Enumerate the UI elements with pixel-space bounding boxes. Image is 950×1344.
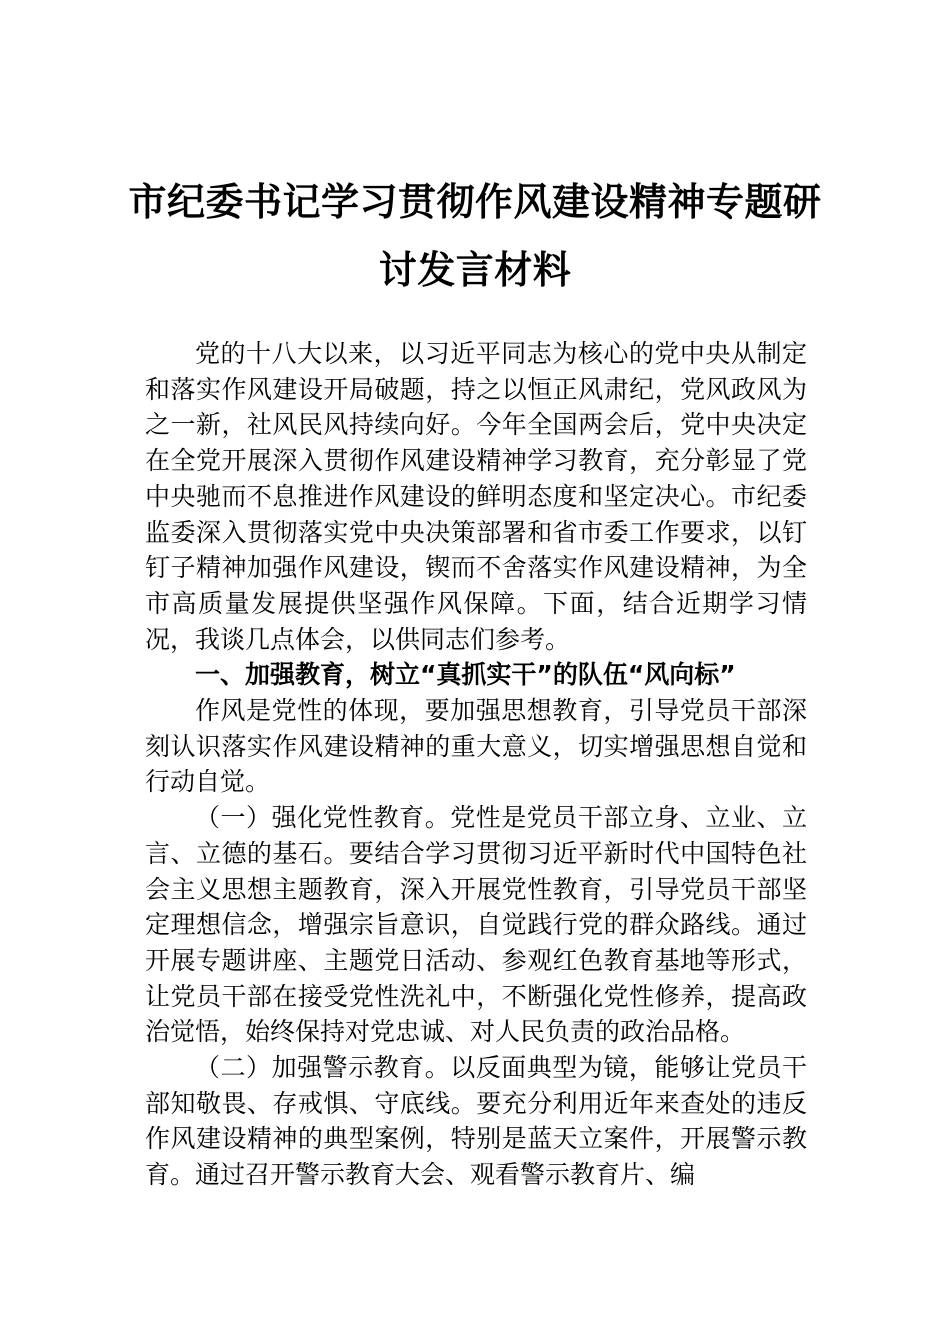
section-heading-1: 一、加强教育，树立“真抓实干”的队伍“风向标” [195, 660, 736, 690]
paragraph-section-1-intro: 作风是党性的体现，要加强思想教育，引导党员干部深刻认识落实作风建设精神的重大意义，切实增强思想自觉和行动自觉。 [145, 696, 807, 797]
paragraph-intro: 党的十八大以来，以习近平同志为核心的党中央从制定和落实作风建设开局破题，持之以恒正风肃纪，党风政风为之一新，社风民风持续向好。今年全国两会后，党中央决定在全党开展深入贯彻作风建设精神学习教育，充分彰显了党中央驰而不息推进作风建设的鲜明态度和坚定决心。市纪委监委深入贯彻落实党中央决策部署和省市委工作要求，以钉钉子精神加强作风建设，锲而不舍落实作风建设精神，为全市高质量发展提供坚强作风保障。下面，结合近期学习情况，我谈几点体会，以供同志们参考。 [145, 339, 807, 654]
document-title-line-2: 讨发言材料 [378, 248, 572, 292]
document-title-line-1: 市纪委书记学习贯彻作风建设精神专题研 [128, 180, 822, 224]
document-body [145, 336, 807, 1193]
paragraph-subsection-2: （二）加强警示教育。以反面典型为镜，能够让党员干部知敬畏、存戒惧、守底线。要充分利用近年来查处的违反作风建设精神的典型案例，特别是蓝天立案件，开展警示教育。通过召开警示教育大会、观看警示教育片、编 [145, 1053, 807, 1190]
paragraph-subsection-1: （一）强化党性教育。党性是党员干部立身、立业、立言、立德的基石。要结合学习贯彻习近平新时代中国特色社会主义思想主题教育，深入开展党性教育，引导党员干部坚定理想信念，增强宗旨意识，自觉践行党的群众路线。通过开展专题讲座、主题党日活动、参观红色教育基地等形式，让党员干部在接受党性洗礼中，不断强化党性修养，提高政治觉悟，始终保持对党忠诚、对人民负责的政治品格。 [145, 803, 807, 1047]
